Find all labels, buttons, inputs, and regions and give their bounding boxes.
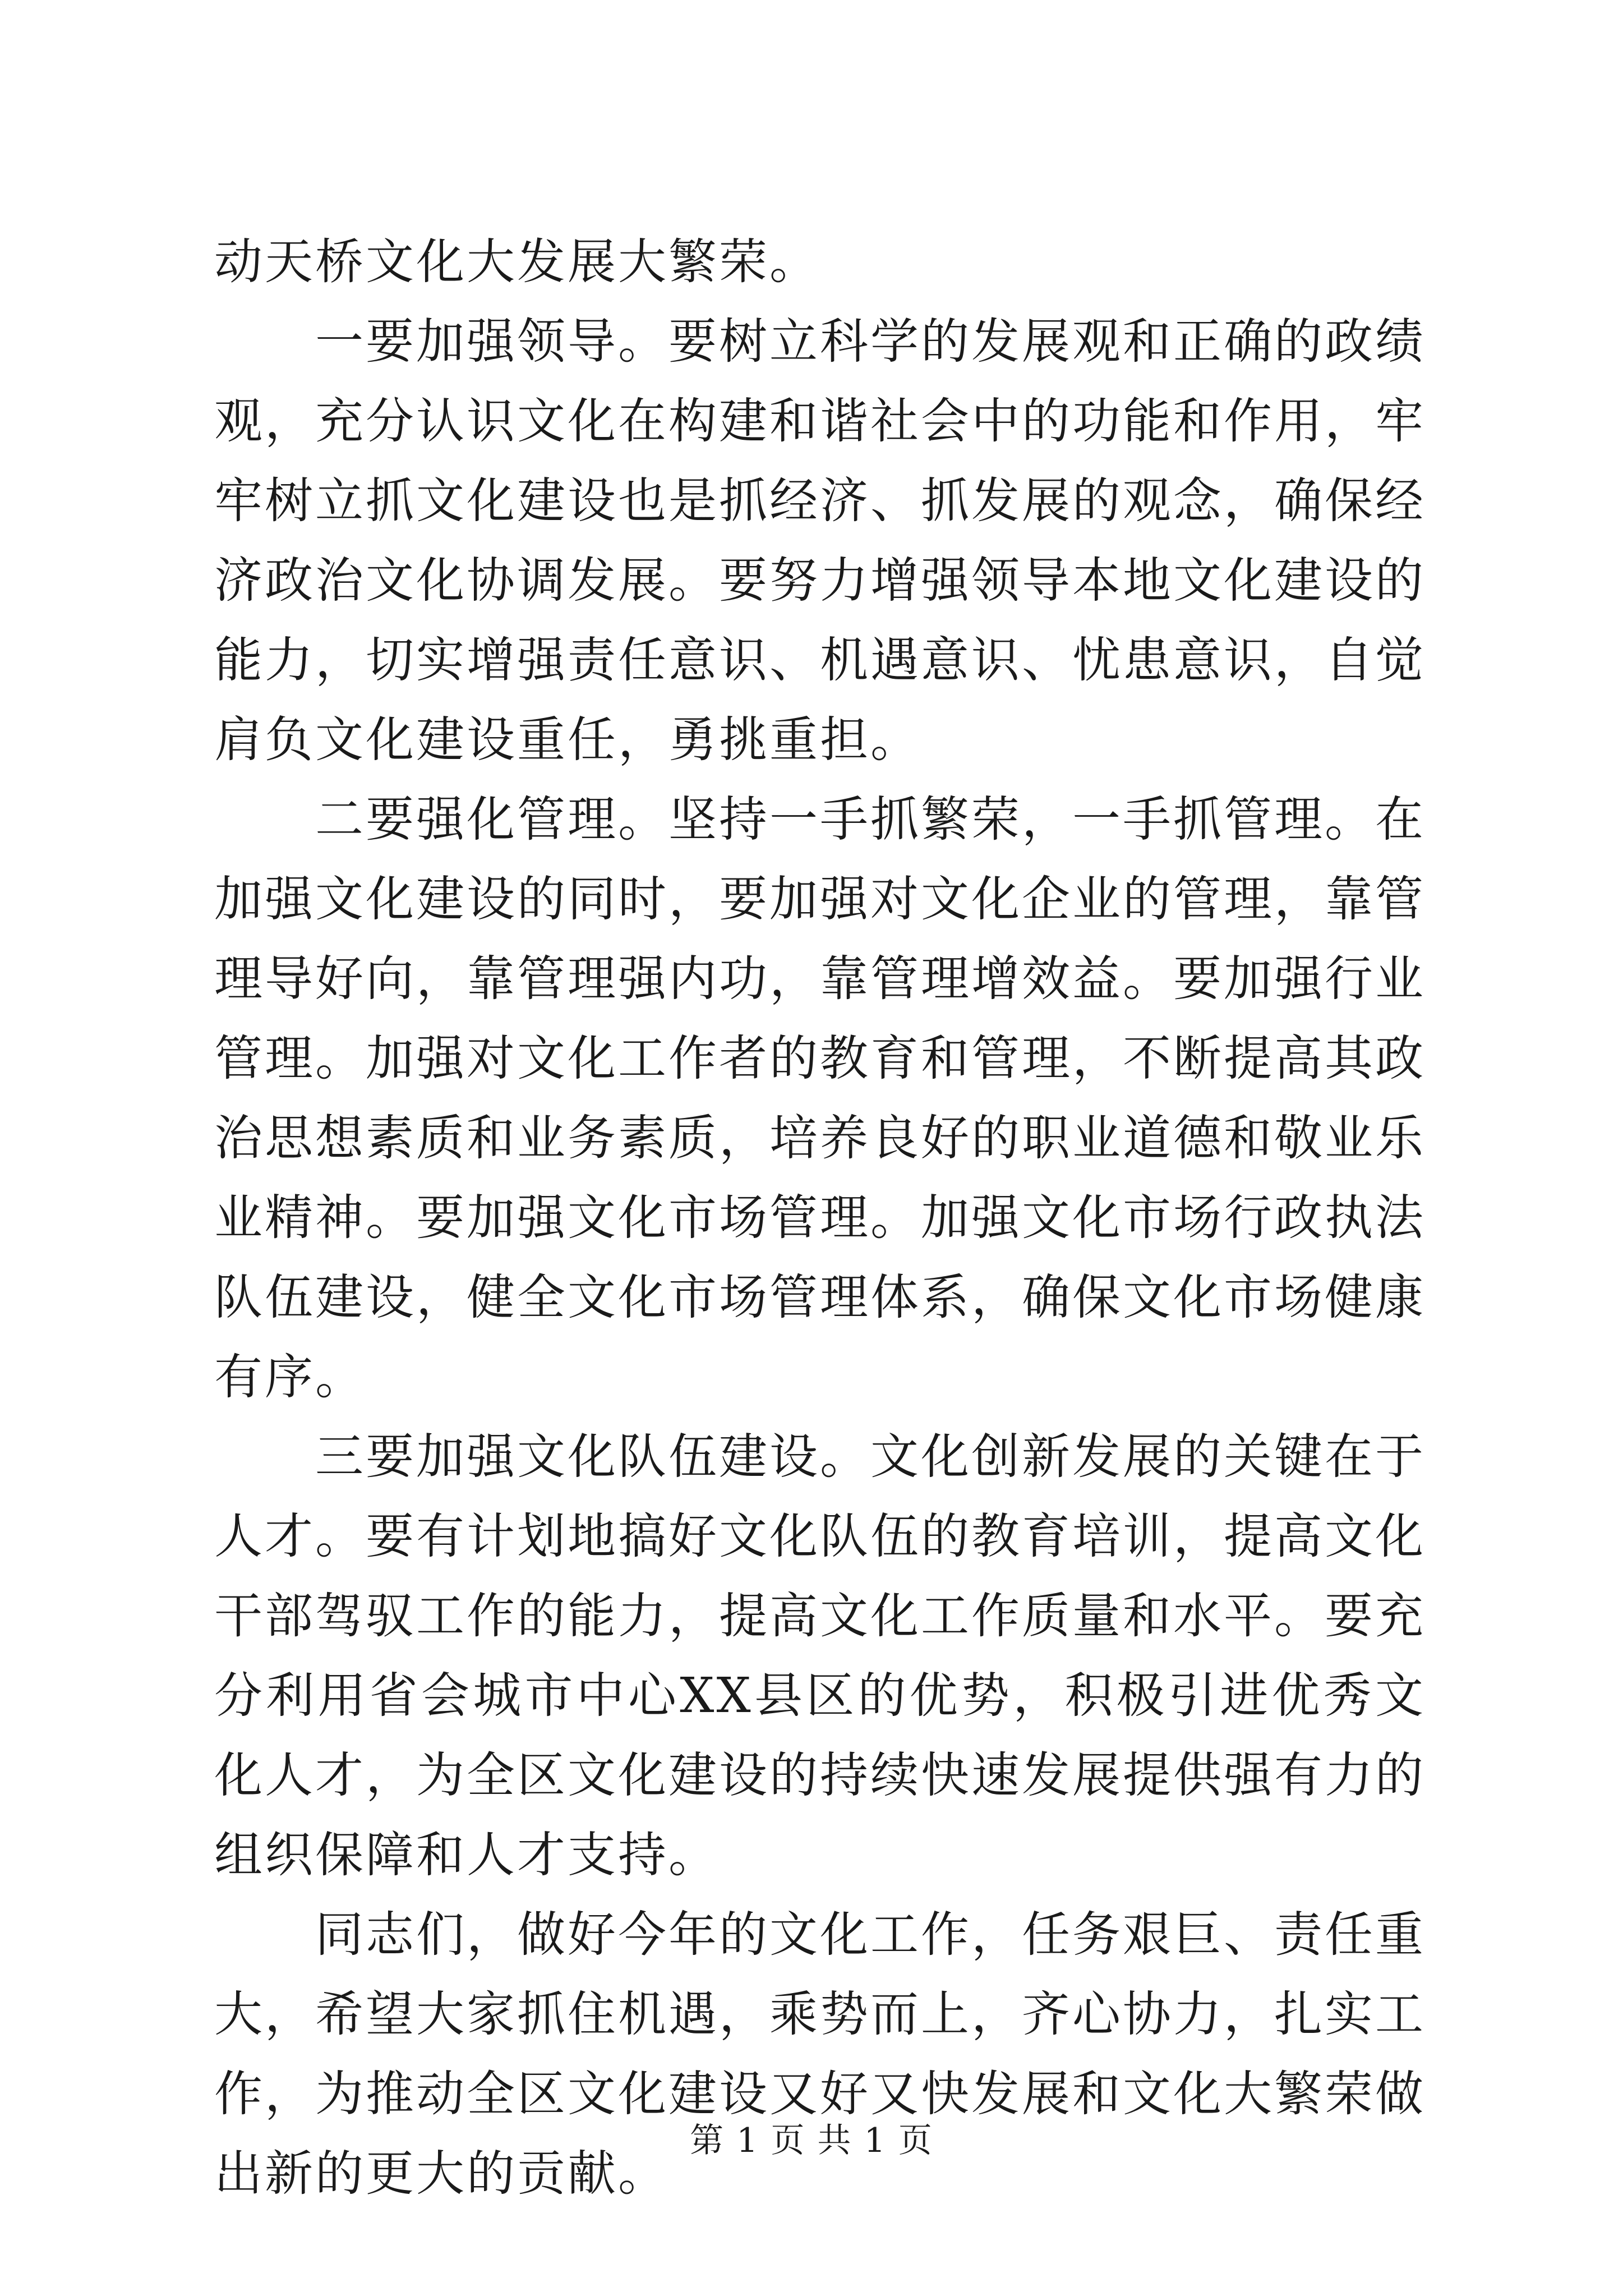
paragraph-management: 二要强化管理。坚持一手抓繁荣，一手抓管理。在加强文化建设的同时，要加强对文化企业的管理，靠管理导好向，靠管理强内功，靠管理增效益。要加强行业管理。加强对文化工作者的教育和管理，不断提高其政治思想素质和业务素质，培养良好的职业道德和敬业乐业精神。要加强文化市场管理。加强文化市场行政执法队伍建设，健全文化市场管理体系，确保文化市场健康有序。: [214, 792, 1426, 1405]
paragraph-team-building: 三要加强文化队伍建设。文化创新发展的关键在于人才。要有计划地搞好文化队伍的教育培训，提高文化干部驾驭工作的能力，提高文化工作质量和水平。要充分利用省会城市中心XX县区的优势，积极引进优秀文化人才，为全区文化建设的持续快速发展提供强有力的组织保障和人才支持。: [214, 1429, 1426, 1883]
document-body: [214, 222, 1426, 2214]
paragraph-continuation: 动天桥文化大发展大繁荣。: [214, 234, 820, 290]
page-number-footer: 第 1 页 共 1 页: [690, 2121, 933, 2160]
paragraph-closing: 同志们，做好今年的文化工作，任务艰巨、责任重大，希望大家抓住机遇，乘势而上，齐心协力，扎实工作，为推动全区文化建设又好又快发展和文化大繁荣做出新的更大的贡献。: [214, 1907, 1426, 2202]
paragraph-leadership: 一要加强领导。要树立科学的发展观和正确的政绩观，充分认识文化在构建和谐社会中的功能和作用，牢牢树立抓文化建设也是抓经济、抓发展的观念，确保经济政治文化协调发展。要努力增强领导本地文化建设的能力，切实增强责任意识、机遇意识、忧患意识，自觉肩负文化建设重任，勇挑重担。: [214, 314, 1426, 768]
